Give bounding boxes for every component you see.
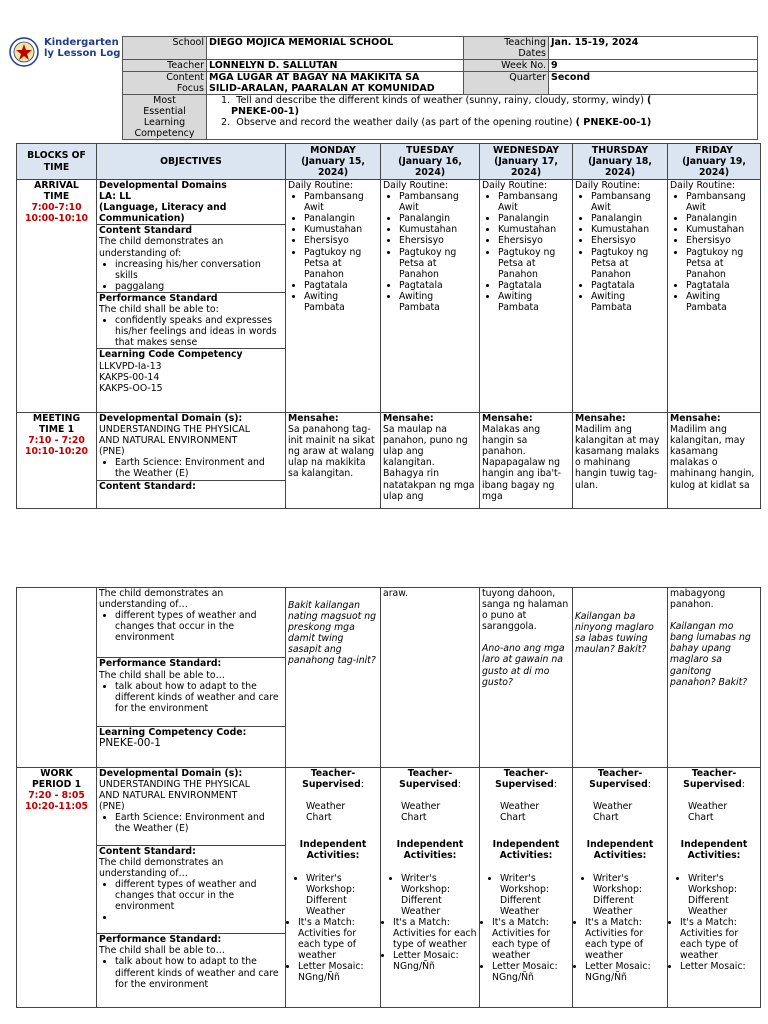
routine-friday	[668, 180, 761, 413]
list-item: • Kumustahan	[686, 224, 758, 235]
list-item: • Pambansang Awit	[399, 191, 477, 213]
list-item: • Pambansang Awit	[498, 191, 570, 213]
melc-label: Most Essential Learning Competency	[123, 95, 207, 140]
list-item: • Letter Mosaic:	[680, 961, 758, 972]
list-item: • Pagtukoy ng Petsa at Panahon	[686, 247, 758, 280]
work-tuesday	[381, 768, 480, 1008]
list-item: • Writer's Workshop: Different Weather	[401, 873, 477, 917]
weather-chart-label: Weather Chart	[306, 801, 346, 824]
work-wednesday	[480, 768, 573, 1008]
log-title: Kindergarten ly Lesson Log	[44, 37, 121, 59]
list-item: • Panalangin	[498, 213, 570, 224]
independent-activities-label: Independent Activities:	[680, 839, 748, 862]
day-header-thursday: THURSDAY (January 18, 2024)	[573, 144, 668, 180]
school-label: School	[123, 37, 207, 60]
quarter-value: Second	[549, 72, 758, 95]
weather-chart-label: Weather Chart	[500, 801, 540, 824]
weather-chart-label: Weather Chart	[593, 801, 633, 824]
list-item: • Pagtukoy ng Petsa at Panahon	[498, 247, 570, 280]
teaching-dates-value: Jan. 15-19, 2024	[549, 37, 758, 60]
list-item: • Pambansang Awit	[304, 191, 378, 213]
arrival-objectives: Developmental Domains LA: LL (Language, Literacy and Communication) Content Standard The child demonstrates an understanding of: • increasing his/her conversation skills • paggalang Performance Standard The child shall be able to: • confidently speaks and expresses his/her feelings and ideas in words that makes sense Learning Code Competency LLKVPD-Ia-13 KAKPS-00-14 KAKPS-OO-15	[97, 180, 286, 413]
question-wednesday: tuyong dahoon, sanga ng halaman o puno at saranggola. Ano-ano ang mga laro at gawain na gusto at di mo gusto?	[480, 588, 573, 768]
day-header-tuesday: TUESDAY (January 16, 2024)	[381, 144, 480, 180]
list-item: • Pagtukoy ng Petsa at Panahon	[304, 247, 378, 280]
weather-chart-label: Weather Chart	[401, 801, 441, 824]
content-focus-label: Content Focus	[123, 72, 207, 95]
day-header-friday: FRIDAY (January 19, 2024)	[668, 144, 761, 180]
independent-activities-label: Independent Activities:	[299, 839, 367, 862]
list-item: • Writer's Workshop: Different Weather	[593, 873, 665, 917]
list-item: • Panalangin	[686, 213, 758, 224]
objectives-header: OBJECTIVES	[97, 144, 286, 180]
mensahe-monday: Mensahe: Sa panahong tag-init mainit na sikat ng araw at walang ulap na makikita sa kalangitan.	[286, 413, 381, 509]
list-item: • different types of weather and changes that occur in the environment	[115, 610, 283, 643]
list-item: • Letter Mosaic: NGng/Ññ	[298, 961, 378, 983]
mensahe-thursday: Mensahe: Madilim ang kalangitan at may kasamang malaks o mahinang hangin tuwig tag-ulan.	[573, 413, 668, 509]
week-label: Week No.	[464, 60, 549, 72]
routine-monday	[286, 180, 381, 413]
work-monday	[286, 768, 381, 1008]
list-item: • Panalangin	[399, 213, 477, 224]
list-item: • Pagtatala	[304, 280, 378, 291]
list-item: • Earth Science: Environment and the Weather (E)	[115, 812, 283, 834]
meeting-objectives-continued: The child demonstrates an understanding of… • different types of weather and changes that occur in the environment Performance Standard: The child shall be able to… • talk about how to adapt to the different kinds of weather and care for the environment Learning Competency Code: PNEKE-00-1	[97, 588, 286, 768]
deped-seal-icon	[9, 37, 39, 67]
list-item: • Panalangin	[591, 213, 665, 224]
list-item: • talk about how to adapt to the different kinds of weather and care for the environment	[115, 681, 283, 714]
routine-title: Daily Routine:	[482, 180, 548, 191]
list-item: • Writer's Workshop: Different Weather	[688, 873, 758, 917]
meeting-objectives: Developmental Domain (s): UNDERSTANDING THE PHYSICAL AND NATURAL ENVIRONMENT (PNE) • Earth Science: Environment and the Weather (E) Content Standard:	[97, 413, 286, 509]
list-item: • Panalangin	[304, 213, 378, 224]
list-item: • Awiting Pambata	[498, 291, 570, 313]
lesson-table-page1	[16, 143, 761, 509]
weather-chart-label: Weather Chart	[688, 801, 728, 824]
routine-title: Daily Routine:	[288, 180, 354, 191]
teacher-label: Teacher	[123, 60, 207, 72]
week-value: 9	[549, 60, 758, 72]
list-item: • It's a Match: Activities for each type of weather	[298, 917, 378, 961]
block-work-period: WORK PERIOD 1 7:20 - 8:05 10:20-11:05	[17, 768, 97, 1008]
list-item: • Pagtatala	[399, 280, 477, 291]
work-thursday	[573, 768, 668, 1008]
list-item: • It's a Match: Activities for each type of weather	[492, 917, 570, 961]
list-item: • confidently speaks and expresses his/her feelings and ideas in words that makes sense	[115, 315, 283, 348]
mensahe-friday: Mensahe: Madilim ang kalangitan, may kasamang malakas o mahinang hangin, kulog at kidlat sa	[668, 413, 761, 509]
list-item: • paggalang	[115, 281, 283, 292]
routine-title: Daily Routine:	[383, 180, 449, 191]
list-item	[115, 912, 283, 923]
work-friday	[668, 768, 761, 1008]
school-value: DIEGO MOJICA MEMORIAL SCHOOL	[207, 37, 464, 60]
list-item: • Awiting Pambata	[591, 291, 665, 313]
list-item: • Writer's Workshop: Different Weather	[500, 873, 570, 917]
list-item: • talk about how to adapt to the different kinds of weather and care for the environment	[115, 956, 283, 989]
list-item: • Earth Science: Environment and the Weather (E)	[115, 457, 283, 479]
list-item: • Pagtukoy ng Petsa at Panahon	[399, 247, 477, 280]
lesson-table-page2	[16, 587, 761, 1008]
question-friday: mabagyong panahon. Kailangan mo bang lumabas ng bahay upang maglaro sa ganitong panahon? Bakit?	[668, 588, 761, 768]
work-objectives: Developmental Domain (s): UNDERSTANDING THE PHYSICAL AND NATURAL ENVIRONMENT (PNE) • Earth Science: Environment and the Weather (E) Content Standard: The child demonstrates an understanding of… • different types of weather and changes that occur in the environment • Performance Standard: The child shall be able to… • talk about how to adapt to the different kinds of weather and care for the environment	[97, 768, 286, 1008]
mensahe-wednesday: Mensahe: Malakas ang hangin sa panahon. Napapagalaw ng hangin ang iba't-ibang bagay ng mga	[480, 413, 573, 509]
list-item: • Awiting Pambata	[304, 291, 378, 313]
independent-activities-label: Independent Activities:	[586, 839, 654, 862]
list-item: • Pagtatala	[686, 280, 758, 291]
list-item: • Awiting Pambata	[686, 291, 758, 313]
quarter-label: Quarter	[464, 72, 549, 95]
header-table	[122, 36, 758, 140]
list-item: • Kumustahan	[304, 224, 378, 235]
teacher-supervised-label: Teacher- Supervised:	[589, 768, 651, 791]
day-header-wednesday: WEDNESDAY (January 17, 2024)	[480, 144, 573, 180]
question-monday: Bakit kailangan nating magsuot ng preskong mga damit twing sasapit ang panahong tag-init?	[286, 588, 381, 768]
list-item: • Ehersisyo	[304, 235, 378, 246]
routine-thursday	[573, 180, 668, 413]
independent-activities-label: Independent Activities:	[492, 839, 560, 862]
question-thursday: Kailangan ba ninyong maglaro sa labas tuwing maulan? Bakit?	[573, 588, 668, 768]
teacher-supervised-label: Teacher- Supervised:	[495, 768, 557, 791]
list-item: • Kumustahan	[498, 224, 570, 235]
list-item: • increasing his/her conversation skills	[115, 259, 283, 281]
mensahe-tuesday: Mensahe: Sa maulap na panahon, puno ng ulap ang kalangitan. Bahagya rin natatakpan ng mga ulap ang	[381, 413, 480, 509]
list-item: • Ehersisyo	[591, 235, 665, 246]
teacher-value: LONNELYN D. SALLUTAN	[207, 60, 464, 72]
list-item: • Ehersisyo	[498, 235, 570, 246]
list-item: • It's a Match: Activities for each type of weather	[393, 917, 477, 950]
routine-title: Daily Routine:	[670, 180, 736, 191]
list-item: • Letter Mosaic: NGng/Ññ	[492, 961, 570, 983]
list-item: • Awiting Pambata	[399, 291, 477, 313]
list-item: • Letter Mosaic: NGng/Ññ	[393, 950, 477, 972]
list-item: • Kumustahan	[591, 224, 665, 235]
content-focus-value: MGA LUGAR AT BAGAY NA MAKIKITA SA SILID-ARALAN, PAARALAN AT KOMUNIDAD	[207, 72, 464, 95]
routine-wednesday	[480, 180, 573, 413]
continued-tuesday: araw.	[381, 588, 480, 768]
list-item: • Ehersisyo	[399, 235, 477, 246]
block-meeting-continued	[17, 588, 97, 768]
list-item: • Pagtukoy ng Petsa at Panahon	[591, 247, 665, 280]
list-item: • It's a Match: Activities for each type of weather	[585, 917, 665, 961]
teacher-supervised-label: Teacher- Supervised:	[302, 768, 364, 791]
list-item: • Pagtatala	[591, 280, 665, 291]
melc-value: 1. Tell and describe the different kinds of weather (sunny, rainy, cloudy, stormy, windy) ( PNEKE-00-1) 2. Observe and record the weather daily (as part of the opening routine) ( PNEKE-00-1)	[207, 95, 758, 140]
list-item: • Writer's Workshop: Different Weather	[306, 873, 378, 917]
teacher-supervised-label: Teacher- Supervised:	[683, 768, 745, 791]
independent-activities-label: Independent Activities:	[396, 839, 464, 862]
list-item: • different types of weather and changes that occur in the environment	[115, 879, 283, 912]
day-header-monday: MONDAY (January 15, 2024)	[286, 144, 381, 180]
list-item: • Ehersisyo	[686, 235, 758, 246]
list-item: • Pagtatala	[498, 280, 570, 291]
list-item: • Letter Mosaic: NGng/Ññ	[585, 961, 665, 983]
teaching-dates-label: Teaching Dates	[464, 37, 549, 60]
blocks-of-time-header: BLOCKS OF TIME	[17, 144, 97, 180]
list-item: • Pambansang Awit	[591, 191, 665, 213]
list-item: • Kumustahan	[399, 224, 477, 235]
block-arrival-time: ARRIVAL TIME 7:00-7:10 10:00-10:10	[17, 180, 97, 413]
list-item: • Pambansang Awit	[686, 191, 758, 213]
block-meeting-time: MEETING TIME 1 7:10 - 7:20 10:10-10:20	[17, 413, 97, 509]
list-item: • It's a Match: Activities for each type of weather	[680, 917, 758, 961]
routine-title: Daily Routine:	[575, 180, 641, 191]
routine-tuesday	[381, 180, 480, 413]
teacher-supervised-label: Teacher- Supervised:	[399, 768, 461, 791]
